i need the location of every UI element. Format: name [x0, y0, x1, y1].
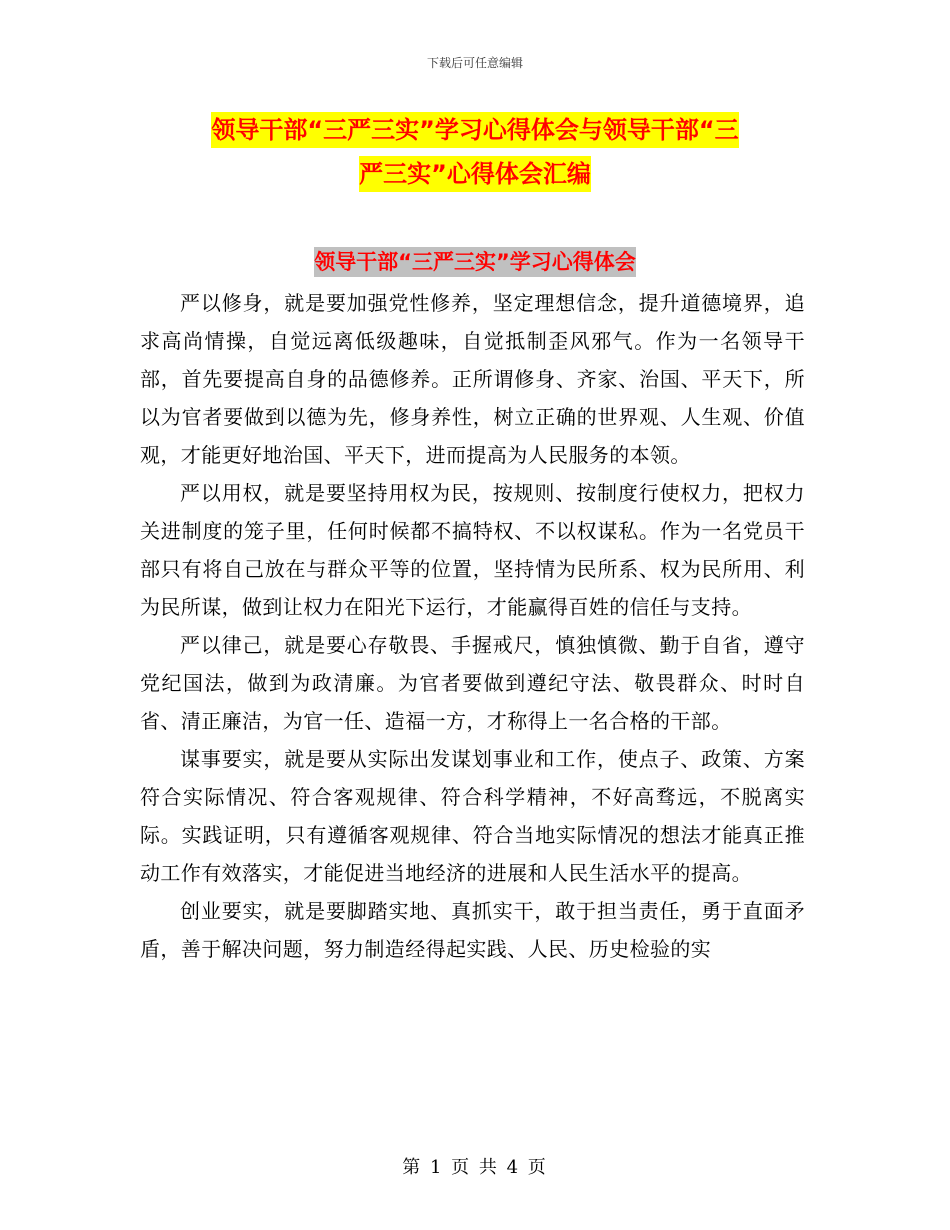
body-paragraph: 严以用权，就是要坚持用权为民，按规则、按制度行使权力，把权力关进制度的笼子里，任何时候都不搞特权、不以权谋私。作为一名党员干部只有将自己放在与群众平等的位置，坚持情为民所系、权为民所用、利为民所谋，做到让权力在阳光下运行，才能赢得百姓的信任与支持。	[140, 481, 805, 619]
document-title-line-2	[0, 159, 950, 189]
title-line-2-text: 严三实”心得体会汇编	[359, 156, 591, 192]
document-title-line-1	[0, 115, 950, 145]
body-paragraph: 严以修身，就是要加强党性修养，坚定理想信念，提升道德境界，追求高尚情操，自觉远离低级趣味，自觉抵制歪风邪气。作为一名领导干部，首先要提高自身的品德修养。正所谓修身、齐家、治国、平天下，所以为官者要做到以德为先，修身养性，树立正确的世界观、人生观、价值观，才能更好地治国、平天下，进而提高为人民服务的本领。	[140, 291, 805, 467]
section-title	[0, 248, 950, 276]
body-paragraph: 谋事要实，就是要从实际出发谋划事业和工作，使点子、政策、方案符合实际情况、符合客观规律、符合科学精神，不好高骛远，不脱离实际。实践证明，只有遵循客观规律、符合当地实际情况的想法才能真正推动工作有效落实，才能促进当地经济的进展和人民生活水平的提高。	[140, 747, 805, 885]
title-line-1-text: 领导干部“三严三实”学习心得体会与领导干部“三	[211, 112, 738, 148]
body-paragraph: 严以律己，就是要心存敬畏、手握戒尺，慎独慎微、勤于自省，遵守党纪国法，做到为政清廉。为官者要做到遵纪守法、敬畏群众、时时自省、清正廉洁，为官一任、造福一方，才称得上一名合格的干部。	[140, 633, 805, 733]
document-body	[140, 284, 805, 968]
section-title-text: 领导干部“三严三实”学习心得体会	[314, 247, 636, 277]
body-paragraph: 创业要实，就是要脚踏实地、真抓实干，敢于担当责任，勇于直面矛盾，善于解决问题，努力制造经得起实践、人民、历史检验的实	[140, 899, 805, 961]
page-header-note: 下载后可任意编辑	[426, 56, 523, 70]
page-footer: 第 1 页 共 4 页	[402, 1157, 548, 1178]
